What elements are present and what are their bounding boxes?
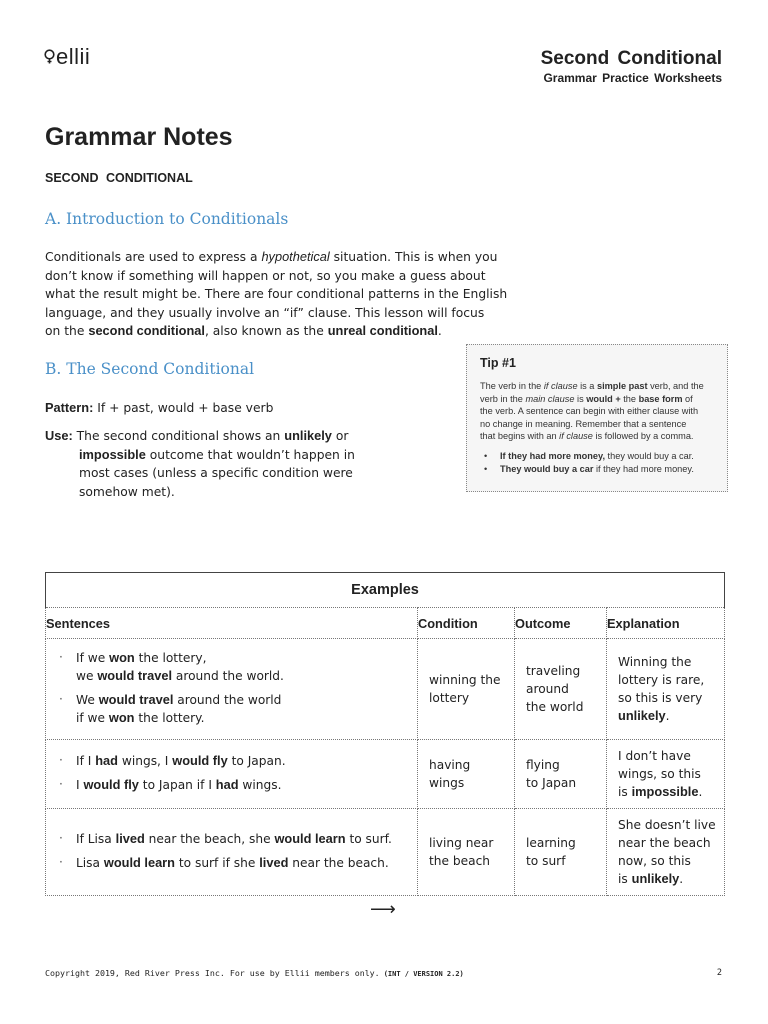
pattern-line: Pattern: If + past, would + base verb (45, 400, 274, 415)
col-header-condition: Condition (418, 608, 515, 639)
condition-cell: having wings (418, 740, 515, 809)
examples-caption: Examples (46, 573, 725, 608)
sentences-cell (46, 639, 418, 740)
tip-example-1: • If they had more money, they would buy a car. (480, 450, 714, 463)
explanation-cell: Winning the lottery is rare, so this is very unlikely. (607, 639, 725, 740)
next-arrow-icon[interactable]: ⟶ (370, 899, 396, 920)
col-header-outcome: Outcome (515, 608, 607, 639)
intro-paragraph: Conditionals are used to express a hypothetical situation. This is when you don’t know if something will happen or not, so you make a guess about what the result might be. There are four conditional patterns in the English language, and they usually involve an “if” clause. This lesson will focus on the second conditional, also known as the unreal conditional. (45, 249, 508, 338)
col-header-explanation: Explanation (607, 608, 725, 639)
examples-table (45, 572, 725, 896)
section-a-heading: A. Introduction to Conditionals (45, 210, 289, 228)
tip-examples (480, 450, 714, 475)
col-header-sentences: Sentences (46, 608, 418, 639)
condition-cell: winning the lottery (418, 639, 515, 740)
tip-body: The verb in the if clause is a simple past verb, and the verb in the main clause is would + the base form of the verb. A sentence can begin with either clause with no change in meaning. Remember that a sentence that begins with an if clause is followed by a comma. (480, 381, 704, 442)
sentences-cell (46, 740, 418, 809)
page-number: 2 (716, 968, 722, 978)
page-title: Grammar Notes (45, 123, 233, 151)
condition-cell: living near the beach (418, 809, 515, 896)
lightbulb-icon (44, 49, 55, 65)
explanation-cell: She doesn’t live near the beach now, so this is unlikely. (607, 809, 725, 896)
header-subtitle: Grammar Practice Worksheets (543, 71, 722, 85)
sentences-cell (46, 809, 418, 896)
list-item: · I would fly to Japan if I had wings. (59, 776, 417, 794)
tip-box (466, 344, 728, 492)
tip-title: Tip #1 (480, 356, 516, 370)
table-row (46, 740, 725, 809)
outcome-cell: traveling around the world (515, 639, 607, 740)
table-row (46, 639, 725, 740)
footer-copyright: Copyright 2019, Red River Press Inc. For use by Ellii members only. (INT / VERSION 2.2) (45, 968, 464, 978)
section-b-heading: B. The Second Conditional (45, 360, 255, 378)
header-title: Second Conditional (540, 48, 722, 69)
outcome-cell: flying to Japan (515, 740, 607, 809)
outcome-cell: learning to surf (515, 809, 607, 896)
brand-logo (44, 44, 90, 70)
list-item: · We would travel around the world if we won the lottery. (59, 691, 417, 727)
tip-example-2: • They would buy a car if they had more money. (480, 463, 714, 476)
table-row (46, 809, 725, 896)
list-item: · Lisa would learn to surf if she lived near the beach. (59, 854, 417, 872)
footer-version: (INT / VERSION 2.2) (383, 970, 464, 978)
list-item: · If I had wings, I would fly to Japan. (59, 752, 417, 770)
page-kicker: SECOND CONDITIONAL (45, 171, 193, 185)
use-paragraph: Use: The second conditional shows an unlikely or impossible outcome that wouldn’t happen in most cases (unless a specific condition were somehow met). (45, 428, 355, 499)
explanation-cell: I don’t have wings, so this is impossible. (607, 740, 725, 809)
list-item: · If we won the lottery, we would travel around the world. (59, 649, 417, 685)
list-item: · If Lisa lived near the beach, she would learn to surf. (59, 830, 417, 848)
brand-name: ellii (56, 44, 91, 69)
